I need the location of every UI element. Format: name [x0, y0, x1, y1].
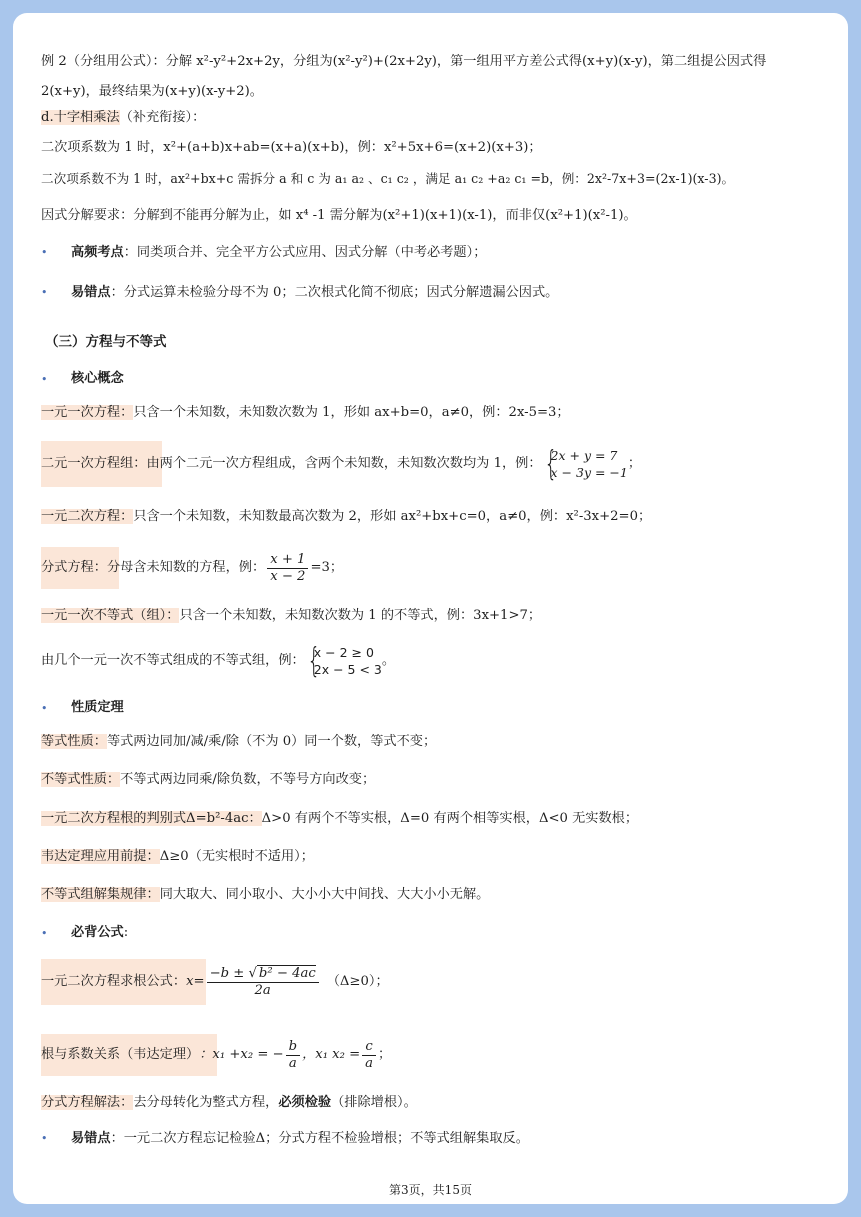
prop-equality — [41, 731, 820, 753]
fraction-numerator: c — [362, 1039, 376, 1056]
error-points-text: ：分式运算未检验分母不为 0；二次根式化简不彻底；因式分解遗漏公因式。 — [110, 285, 559, 300]
fraction-denominator: a — [365, 1055, 374, 1071]
hot-points — [71, 242, 820, 264]
bullet-icon: • — [41, 702, 48, 715]
section-title: （三）方程与不等式 — [45, 334, 167, 350]
formula-vieta — [41, 1034, 820, 1076]
fraction — [362, 1039, 376, 1072]
def-text: 由两个二元一次方程组成，含两个未知数，未知数次数均为 1，例： — [146, 456, 542, 471]
factoring-requirement: 因式分解要求：分解到不能再分解为止，如 x⁴ -1 需分解为(x²+1)(x+1)(x-1)，而非仅(x²+1)(x²-1)。 — [41, 208, 637, 223]
def-inequality-system — [41, 641, 820, 681]
fraction-numerator: x + 1 — [267, 552, 308, 569]
formulas-label: 必背公式 — [71, 925, 124, 940]
prop-text: Δ≥0（无实根时不适用）； — [159, 849, 314, 864]
def-quadratic-equation — [41, 506, 820, 528]
def-linear-inequality — [41, 605, 820, 627]
prop-solution-set — [41, 884, 820, 906]
page-footer: 第3页，共15页 — [389, 1183, 472, 1197]
error-points-label: 易错点 — [71, 1131, 111, 1146]
prop-term: 韦达定理应用前提： — [41, 849, 160, 864]
formula-fractional-method — [41, 1092, 820, 1114]
prop-term: 不等式组解集规律： — [41, 887, 160, 902]
formulas-heading — [71, 922, 820, 944]
prop-text: 等式两边同加/减/乘/除（不为 0）同一个数，等式不变； — [106, 734, 437, 749]
document-page — [13, 13, 848, 1204]
example-2-line-2: 2(x+y)，最终结果为(x+y)(x-y+2)。 — [41, 84, 263, 99]
formula-x: x= — [186, 974, 205, 989]
cross-method-suffix: （补充衔接）： — [119, 110, 206, 125]
radicand: b² − 4ac — [258, 965, 316, 981]
prop-text: Δ>0 有两个不等实根，Δ=0 有两个相等实根，Δ<0 无实数根； — [261, 811, 639, 826]
prop-text: 同大取大、同小取小、大小小大中间找、大大小小无解。 — [159, 887, 490, 902]
system-eq-2: x − 3y = −1 — [550, 465, 628, 480]
quadratic-fraction — [207, 966, 319, 999]
def-term: 一元二次方程： — [41, 509, 134, 524]
core-concepts-label: 核心概念 — [71, 371, 124, 386]
def-term: 一元一次不等式（组）： — [41, 608, 180, 623]
hot-points-label: 高频考点 — [71, 245, 124, 260]
system-eq-2: 2x − 5 < 3 — [313, 662, 382, 677]
bullet-icon: • — [41, 373, 48, 386]
formula-quadratic — [41, 957, 820, 1007]
fraction — [286, 1039, 300, 1072]
equation-system — [542, 447, 628, 481]
def-text: 只含一个未知数，未知数次数为 1，形如 ax+b=0，a≠0，例：2x-5=3； — [133, 405, 570, 420]
fraction-denominator: a — [288, 1055, 297, 1071]
error-points — [71, 282, 820, 304]
prop-term: 等式性质： — [41, 734, 107, 749]
sqrt-icon: √ — [248, 965, 257, 981]
def-term: 一元一次方程： — [41, 405, 134, 420]
formula-text: （排除增根）。 — [331, 1095, 417, 1110]
fraction-numerator: b — [286, 1039, 300, 1056]
formula-text: 去分母转化为整式方程， — [133, 1095, 279, 1110]
bullet-icon: • — [41, 246, 48, 259]
cross-method-line-1: 二次项系数为 1 时，x²+(a+b)x+ab=(x+a)(x+b)，例：x²+5x+6=(x+2)(x+3)； — [41, 140, 542, 155]
error-points-label: 易错点 — [71, 285, 111, 300]
vieta-sum: ：x₁ +x₂ = − — [199, 1047, 284, 1062]
formula-term: 根与系数关系（韦达定理） — [41, 1047, 200, 1062]
def-linear-system — [41, 441, 820, 487]
def-term: 分式方程： — [41, 560, 107, 575]
error-points-text: ：一元二次方程忘记检验Δ；分式方程不检验增根；不等式组解集取反。 — [110, 1131, 529, 1146]
prop-discriminant — [41, 808, 820, 830]
fraction — [267, 552, 308, 585]
formula-term: 分式方程解法： — [41, 1095, 134, 1110]
example-2-line-1: 例 2（分组用公式）：分解 x²-y²+2x+2y，分组为(x²-y²)+(2x+2y)，第一组用平方差公式得(x+y)(x-y)，第二组提公因式得 — [41, 54, 767, 69]
def-linear-equation — [41, 402, 820, 424]
def-term: 二元一次方程组： — [41, 456, 147, 471]
formula-term: 一元二次方程求根公式： — [41, 974, 187, 989]
def-text: 只含一个未知数，未知数次数为 1 的不等式，例：3x+1>7； — [179, 608, 542, 623]
cross-method-heading — [41, 107, 820, 129]
def-fractional-equation — [41, 547, 820, 589]
cross-method-title: d.十字相乘法 — [41, 110, 120, 125]
system-eq-1: { 2x + y = 7 — [550, 448, 618, 463]
properties-label: 性质定理 — [71, 700, 124, 715]
fraction-denominator: x − 2 — [270, 568, 306, 584]
def-end: 。 — [381, 653, 396, 668]
numerator-part: −b ± — [209, 965, 249, 981]
def-text: 分母含未知数的方程，例： — [106, 560, 266, 575]
bullet-icon: • — [41, 286, 48, 299]
prop-text: 不等式两边同乘/除负数，不等号方向改变； — [120, 772, 376, 787]
formula-end: ； — [378, 1047, 392, 1062]
hot-points-text: ：同类项合并、完全平方公式应用、因式分解（中考必考题）； — [123, 245, 487, 260]
def-text: 由几个一元一次不等式组成的不等式组，例： — [41, 653, 305, 668]
formula-condition: （Δ≥0）； — [326, 974, 389, 989]
formulas-colon: : — [123, 925, 129, 940]
inequality-system — [305, 644, 382, 678]
def-end: =3； — [310, 560, 344, 575]
formula-emphasis: 必须检验 — [278, 1095, 332, 1110]
prop-inequality — [41, 769, 820, 791]
system-eq-1: { x − 2 ≥ 0 — [313, 645, 374, 660]
prop-term: 不等式性质： — [41, 772, 121, 787]
fraction-denominator: 2a — [254, 982, 271, 998]
bullet-icon: • — [41, 1132, 48, 1145]
cross-method-line-2: 二次项系数不为 1 时，ax²+bx+c 需拆分 a 和 c 为 a₁ a₂ 、c₁ c₂ ，满足 a₁ c₂ +a₂ c₁ =b，例：2x²-7x+3=(2x-1)(x-3)。 — [41, 171, 735, 186]
vieta-product: ，x₁ x₂ = — [302, 1047, 361, 1062]
section-error-points — [71, 1128, 820, 1150]
fraction-numerator — [207, 966, 319, 983]
def-end: ； — [627, 456, 642, 471]
bullet-icon: • — [41, 927, 48, 940]
prop-term: 一元二次方程根的判别式Δ=b²-4ac： — [41, 811, 262, 826]
prop-vieta-premise — [41, 846, 820, 868]
def-text: 只含一个未知数，未知数最高次数为 2，形如 ax²+bx+c=0，a≠0，例：x²-3x+2=0； — [133, 509, 652, 524]
